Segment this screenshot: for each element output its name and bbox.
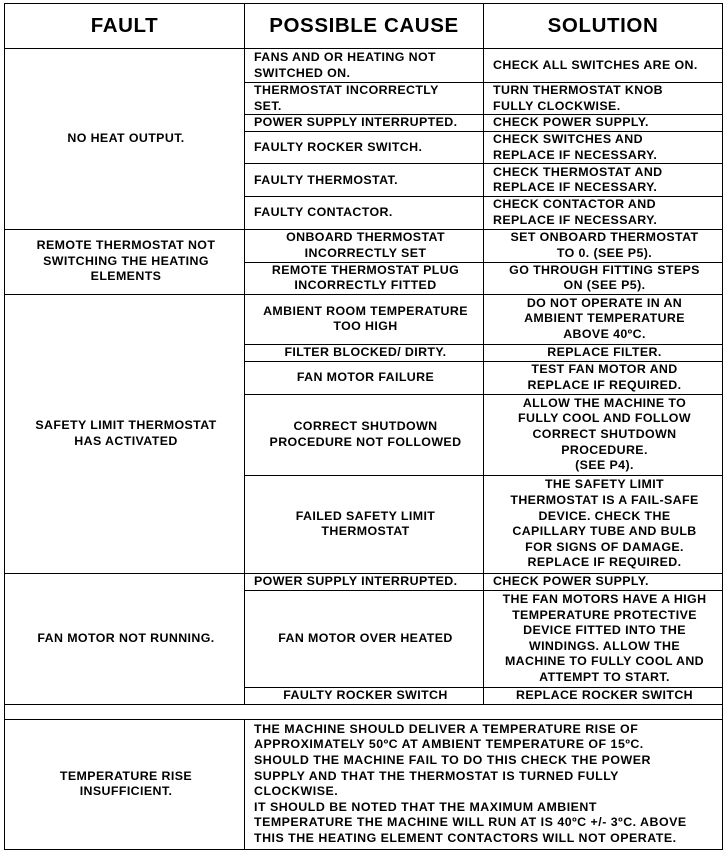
solution-cell: THE SAFETY LIMIT THERMOSTAT IS A FAIL-SAFE DEVICE. CHECK THE CAPILLARY TUBE AND BULB FOR SIGNS OF DAMAGE. REPLACE IF REQUIRED. <box>484 475 723 573</box>
cause-cell: FAULTY THERMOSTAT. <box>245 164 484 197</box>
cause-cell: FAULTY ROCKER SWITCH. <box>245 132 484 164</box>
fault-finding-table <box>4 3 723 850</box>
cause-cell: AMBIENT ROOM TEMPERATURE TOO HIGH <box>245 294 484 344</box>
cause-cell: FANS AND OR HEATING NOT SWITCHED ON. <box>245 49 484 83</box>
solution-cell: TURN THERMOSTAT KNOB FULLY CLOCKWISE. <box>484 83 723 115</box>
table-row <box>5 229 723 262</box>
cause-header: POSSIBLE CAUSE <box>245 4 484 49</box>
cause-cell: FAILED SAFETY LIMIT THERMOSTAT <box>245 475 484 573</box>
temperature-note: THE MACHINE SHOULD DELIVER A TEMPERATURE RISE OF APPROXIMATELY 50ºC AT AMBIENT TEMPERATURE OF 15ºC. SHOULD THE MACHINE FAIL TO DO THIS CHECK THE POWER SUPPLY AND THAT THE THERMOSTAT IS TURNED FULLY CLOCKWISE. IT SHOULD BE NOTED THAT THE MAXIMUM AMBIENT TEMPERATURE THE MACHINE WILL RUN AT IS 40ºC +/- 3ºC. ABOVE THIS THE HEATING ELEMENT CONTACTORS WILL NOT OPERATE. <box>245 719 723 849</box>
solution-cell: SET ONBOARD THERMOSTAT TO 0. (SEE P5). <box>484 229 723 262</box>
fault-no-heat-output: NO HEAT OUTPUT. <box>5 49 245 230</box>
cause-cell: POWER SUPPLY INTERRUPTED. <box>245 573 484 590</box>
fault-fan-motor: FAN MOTOR NOT RUNNING. <box>5 573 245 704</box>
solution-cell: CHECK POWER SUPPLY. <box>484 115 723 132</box>
cause-cell: FAN MOTOR OVER HEATED <box>245 590 484 687</box>
cause-cell: CORRECT SHUTDOWN PROCEDURE NOT FOLLOWED <box>245 394 484 475</box>
solution-cell: ALLOW THE MACHINE TO FULLY COOL AND FOLLOW CORRECT SHUTDOWN PROCEDURE. (SEE P4). <box>484 394 723 475</box>
table-row <box>5 719 723 849</box>
fault-remote-thermostat: REMOTE THERMOSTAT NOT SWITCHING THE HEATING ELEMENTS <box>5 229 245 294</box>
cause-cell: FAN MOTOR FAILURE <box>245 361 484 394</box>
cause-cell: ONBOARD THERMOSTAT INCORRECTLY SET <box>245 229 484 262</box>
table-row <box>5 294 723 344</box>
solution-cell: TEST FAN MOTOR AND REPLACE IF REQUIRED. <box>484 361 723 394</box>
cause-cell: FILTER BLOCKED/ DIRTY. <box>245 344 484 361</box>
fault-header: FAULT <box>5 4 245 49</box>
solution-cell: REPLACE ROCKER SWITCH <box>484 687 723 704</box>
spacer-cell <box>5 704 723 719</box>
header-row <box>5 4 723 49</box>
cause-cell: FAULTY CONTACTOR. <box>245 197 484 229</box>
solution-cell: THE FAN MOTORS HAVE A HIGH TEMPERATURE PROTECTIVE DEVICE FITTED INTO THE WINDINGS. ALLOW THE MACHINE TO FULLY COOL AND ATTEMPT TO START. <box>484 590 723 687</box>
solution-cell: CHECK POWER SUPPLY. <box>484 573 723 590</box>
solution-cell: GO THROUGH FITTING STEPS ON (SEE P5). <box>484 262 723 294</box>
solution-cell: CHECK ALL SWITCHES ARE ON. <box>484 49 723 83</box>
solution-cell: DO NOT OPERATE IN AN AMBIENT TEMPERATURE ABOVE 40ºC. <box>484 294 723 344</box>
spacer-row <box>5 704 723 719</box>
cause-cell: FAULTY ROCKER SWITCH <box>245 687 484 704</box>
cause-cell: THERMOSTAT INCORRECTLY SET. <box>245 83 484 115</box>
cause-cell: POWER SUPPLY INTERRUPTED. <box>245 115 484 132</box>
cause-cell: REMOTE THERMOSTAT PLUG INCORRECTLY FITTED <box>245 262 484 294</box>
solution-header: SOLUTION <box>484 4 723 49</box>
table-row <box>5 49 723 83</box>
solution-cell: CHECK SWITCHES AND REPLACE IF NECESSARY. <box>484 132 723 164</box>
table-row <box>5 573 723 590</box>
fault-safety-limit: SAFETY LIMIT THERMOSTAT HAS ACTIVATED <box>5 294 245 573</box>
solution-cell: CHECK THERMOSTAT AND REPLACE IF NECESSARY. <box>484 164 723 197</box>
solution-cell: CHECK CONTACTOR AND REPLACE IF NECESSARY. <box>484 197 723 229</box>
fault-temperature-rise: TEMPERATURE RISE INSUFFICIENT. <box>5 719 245 849</box>
solution-cell: REPLACE FILTER. <box>484 344 723 361</box>
